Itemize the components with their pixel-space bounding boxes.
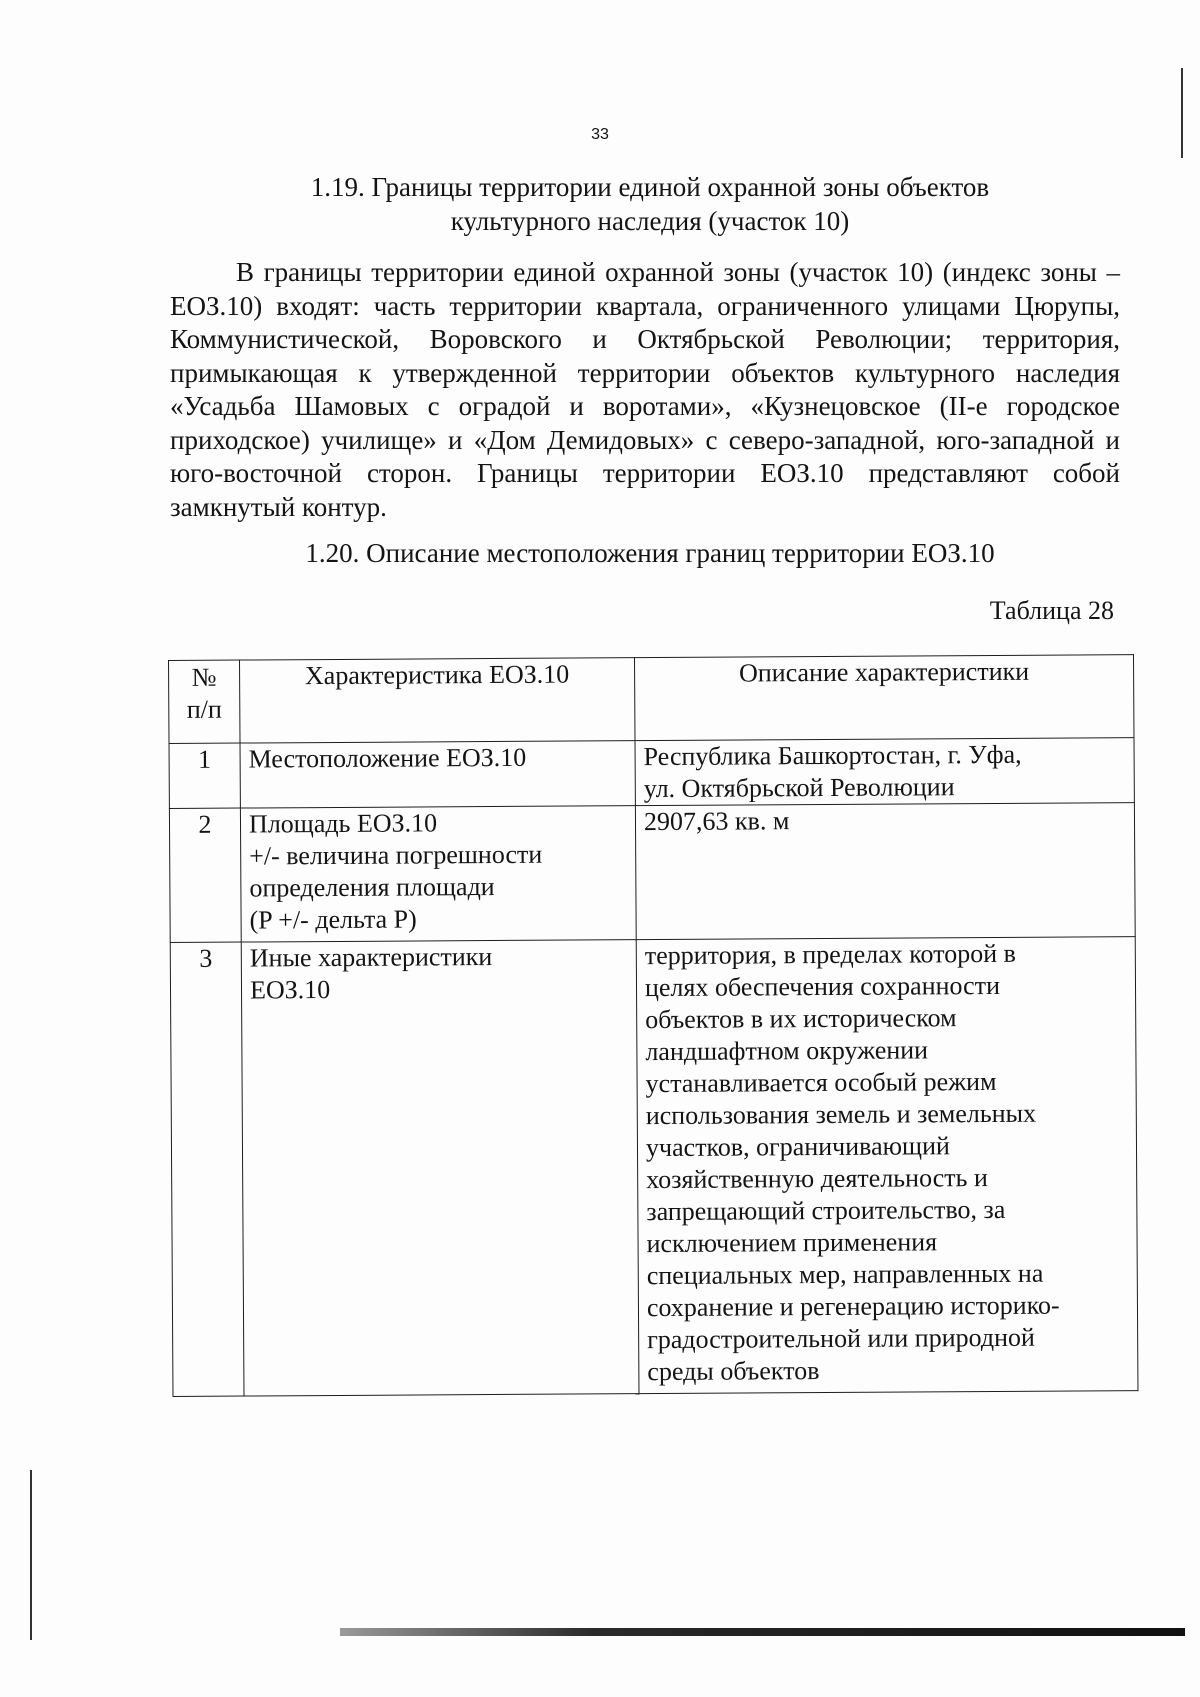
table-caption: Таблица 28 xyxy=(989,596,1114,625)
table-row xyxy=(169,803,1135,943)
header-characteristic: Характеристика ЕОЗ.10 xyxy=(240,658,635,743)
row-description: Республика Башкортостан, г. Уфа, ул. Октябрьской Революции xyxy=(635,738,1134,806)
scan-edge-line xyxy=(30,1470,32,1640)
section-1-19-title-line2: культурного наследия (участок 10) xyxy=(450,206,850,236)
row-description: 2907,63 кв. м xyxy=(635,803,1135,940)
row-characteristic: Местоположение ЕОЗ.10 xyxy=(240,741,635,808)
row-characteristic: Иные характеристики ЕОЗ.10 xyxy=(241,940,639,1396)
header-num: № п/п xyxy=(169,660,241,743)
scan-edge-line xyxy=(1181,68,1183,158)
table-row xyxy=(169,738,1134,809)
section-1-20-title: 1.20. Описание местоположения границ территории ЕОЗ.10 xyxy=(305,538,995,568)
row-num: 1 xyxy=(169,743,240,808)
header-description: Описание характеристики xyxy=(634,655,1133,741)
section-1-19-heading xyxy=(170,170,1130,238)
row-description: территория, в пределах которой в целях обеспечения сохранности объектов в их историческом ландшафтном окружении устанавливается особый режим использования земель и земельных участков, ограничивающий хозяйственную деятельность и запрещающий строительство, за исключением применения специальных мер, направленных на сохранение и регенерацию историко- градостроительной или природной среды объектов xyxy=(636,937,1138,1394)
page-number: 33 xyxy=(591,126,609,143)
row-characteristic: Площадь ЕОЗ.10 +/- величина погрешности определения площади (P +/- дельта P) xyxy=(240,806,636,942)
table-row xyxy=(170,937,1138,1397)
row-num: 3 xyxy=(170,942,244,1396)
row-num: 2 xyxy=(169,808,241,942)
section-1-19-title-line1: 1.19. Границы территории единой охранной зоны объектов xyxy=(310,172,990,202)
scan-bottom-bar xyxy=(340,1628,1185,1636)
section-1-19-paragraph: В границы территории единой охранной зоны (участок 10) (индекс зоны – ЕОЗ.10) входят: часть территории квартала, ограниченного улицами Цюрупы, Коммунистической, Воровского и Октябрьской Революции; территория, примыкающая к утвержденной территории объектов культурного наследия «Усадьба Шамовых с оградой и воротами», «Кузнецовское (II-е городское приходское) училище» и «Дом Демидовых» с северо-западной, юго-западной и юго-восточной сторон. Границы территории ЕОЗ.10 представляют собой замкнутый контур. xyxy=(170,257,1120,522)
table-header-row xyxy=(169,655,1134,744)
characteristics-table xyxy=(168,654,1138,1397)
